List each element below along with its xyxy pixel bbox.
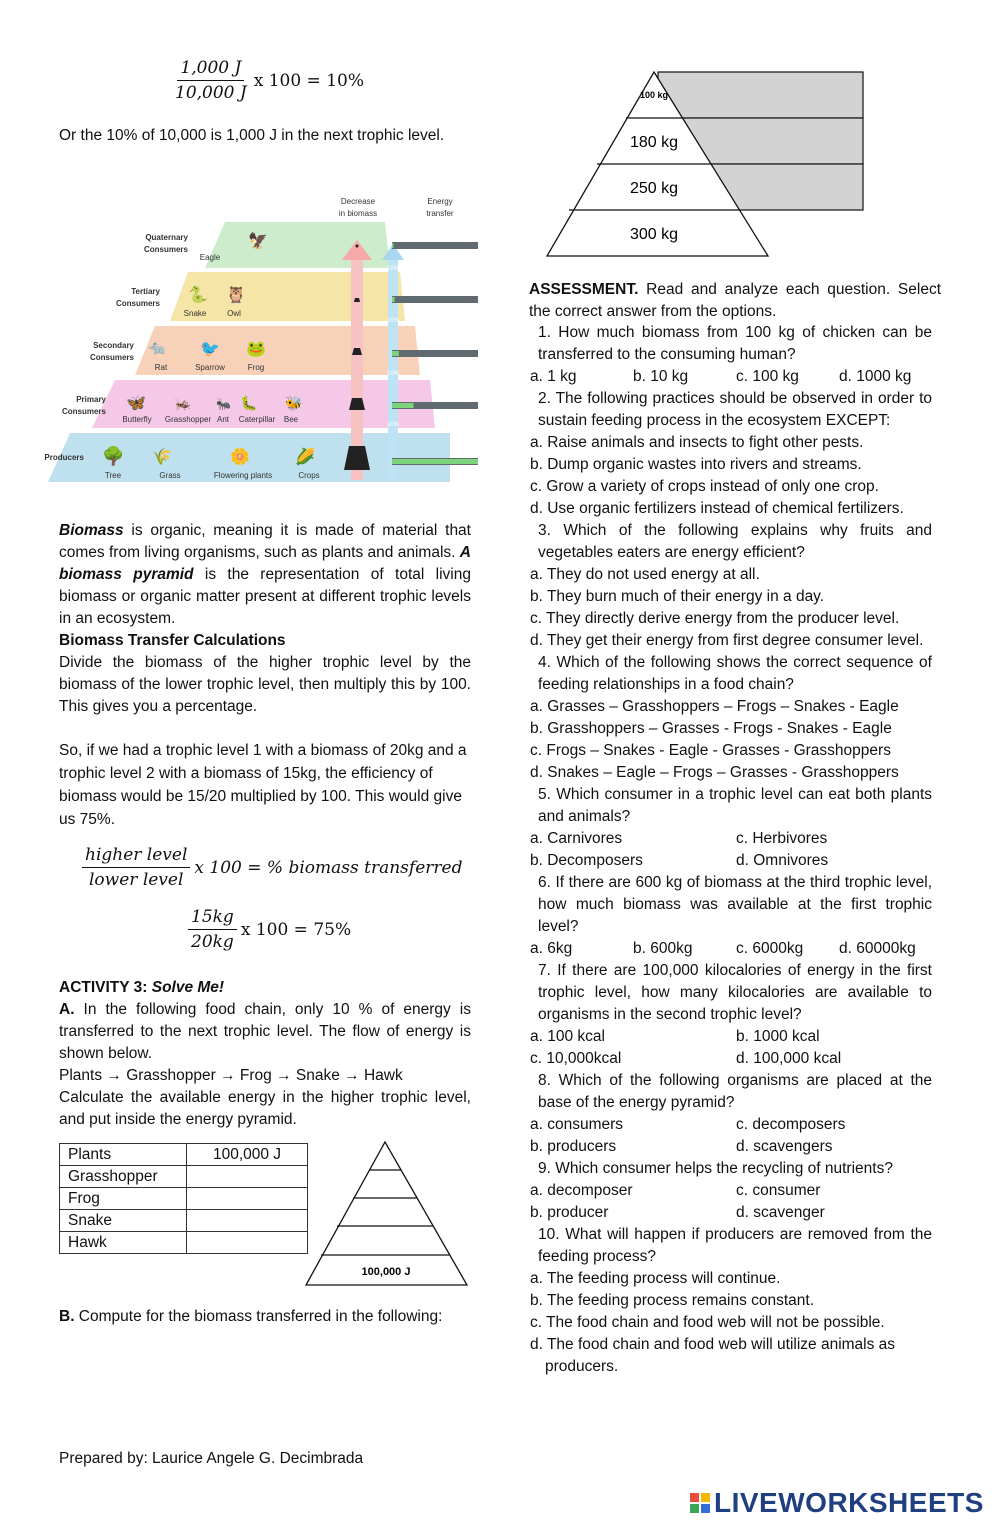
energy-bar-fill <box>392 403 414 408</box>
organism-label: Grass <box>159 471 181 480</box>
organism-cell: Plants <box>60 1144 187 1166</box>
energy-bar-fill <box>392 351 399 356</box>
answer-option[interactable]: d. Omnivores <box>736 852 829 869</box>
answer-option[interactable]: c. The food chain and food web will not be possible. <box>530 1314 885 1331</box>
answer-option[interactable]: d. Use organic fertilizers instead of chemical fertilizers. <box>530 500 904 517</box>
sparrow-icon: 🐦 <box>200 341 220 358</box>
weight-icon <box>356 245 359 248</box>
answer-option[interactable]: d. They get their energy from first degree consumer level. <box>530 632 924 649</box>
question-text: 5. Which consumer in a trophic level can eat both plants and animals? <box>538 786 932 825</box>
organism-label: Grasshopper <box>164 415 212 424</box>
answer-option[interactable]: d. scavenger <box>736 1204 825 1221</box>
energy-cell: 100,000 J <box>187 1144 308 1166</box>
organism-label: Caterpillar <box>238 415 276 424</box>
activity-title: ACTIVITY 3: Solve Me! <box>59 979 225 996</box>
answer-option[interactable]: b. 600kg <box>633 940 693 957</box>
percent-label: 10% <box>386 266 400 272</box>
answer-option[interactable]: c. 10,000kcal <box>530 1050 622 1067</box>
option-group <box>530 366 932 388</box>
answer-option[interactable]: a. decomposer <box>530 1182 633 1199</box>
answer-option[interactable]: b. Dump organic wastes into rivers and streams. <box>530 456 862 473</box>
answer-box-2[interactable] <box>705 120 860 162</box>
organism-cell: Snake <box>60 1210 187 1232</box>
logo-text: LIVEWORKSHEETS <box>714 1487 984 1518</box>
level-label: Secondary <box>93 341 134 350</box>
answer-option[interactable]: b. 10 kg <box>633 368 689 385</box>
option-group <box>530 432 932 520</box>
level-label: Tertiary <box>131 287 160 296</box>
assessment-intro: ASSESSMENT. Read and analyze each question. Select the correct answer from the options. <box>529 281 941 320</box>
option-group <box>530 696 932 784</box>
answer-option[interactable]: b. They burn much of their energy in a day. <box>530 588 825 605</box>
answer-option[interactable]: a. Carnivores <box>530 830 623 847</box>
option-group <box>530 828 932 872</box>
energy-cell[interactable] <box>187 1210 308 1232</box>
eagle-icon: 🦅 <box>248 233 268 250</box>
answer-option[interactable]: c. Frogs – Snakes - Eagle - Grasses - Grasshoppers <box>530 742 891 759</box>
activity-a-text: A. In the following food chain, only 10 % of energy is transferred to the next trophic level. The flow of energy is shown below. <box>59 1001 471 1062</box>
option-group <box>530 1180 932 1224</box>
term-biomass-pyramid: A biomass pyramid <box>59 544 471 583</box>
answer-option[interactable]: b. producer <box>530 1204 609 1221</box>
question-text: 3. Which of the following explains why fruits and vegetables eaters are energy efficient? <box>538 522 932 561</box>
energy-bar-track <box>392 242 478 249</box>
biomass-definition: Biomass is organic, meaning it is made of material that comes from living organisms, such as plants and animals. A biomass pyramid is the representation of total living biomass or organic matter present at different trophic levels in an ecosystem. <box>59 522 471 627</box>
percent-label: 10% <box>386 371 400 377</box>
answer-option[interactable]: b. The feeding process remains constant. <box>530 1292 815 1309</box>
energy-bar-fill <box>392 297 395 302</box>
header-energy-1: Energy <box>427 197 453 206</box>
weight-icon <box>354 298 360 302</box>
owl-icon: 🦉 <box>226 287 246 304</box>
grass-icon: 🌾 <box>152 449 172 466</box>
level-label: Producers <box>44 453 84 462</box>
level-label: Consumers <box>89 353 134 362</box>
prepared-by: Prepared by: Laurice Angele G. Decimbrada <box>59 1450 364 1467</box>
percent-label: 10% <box>386 318 400 324</box>
pyramid-input-level-4[interactable] <box>370 1171 400 1197</box>
organism-label: Frog <box>247 363 265 372</box>
header-energy-2: transfer <box>426 209 454 218</box>
organism-label: Bee <box>283 415 299 424</box>
crops-icon: 🌽 <box>295 449 315 466</box>
bee-icon: 🐝 <box>285 395 303 411</box>
logo-icon <box>690 1493 710 1513</box>
answer-option[interactable]: c. 6000kg <box>736 940 804 957</box>
question-text: 6. If there are 600 kg of biomass at the third trophic level, how much biomass was available at the first trophic level? <box>538 874 932 935</box>
assessment-questions <box>530 322 932 1378</box>
calc-heading: Biomass Transfer Calculations <box>59 632 286 649</box>
frac-rest: x 100 = 10% <box>253 70 364 91</box>
organism-label: Owl <box>227 309 241 318</box>
question-text: 9. Which consumer helps the recycling of nutrients? <box>538 1160 893 1177</box>
energy-cell[interactable] <box>187 1232 308 1254</box>
option-group <box>530 1114 932 1158</box>
answer-option[interactable]: c. consumer <box>736 1182 821 1199</box>
calc-text: Divide the biomass of the higher trophic level by the biomass of the lower trophic level, then multiply this by 100. This gives you a percentage. <box>59 654 471 715</box>
answer-option[interactable]: d. 60000kg <box>839 940 916 957</box>
option-group <box>530 938 932 960</box>
level-label: Primary <box>76 395 106 404</box>
biomass-pyramid <box>540 66 870 262</box>
answer-option[interactable]: d. 100,000 kcal <box>736 1050 842 1067</box>
ant-icon: 🐜 <box>216 397 231 411</box>
formula-general: $\frac{\text{higher level}}{\text{lower level}}$ x 100 = % biomass transferred <box>82 845 462 890</box>
header-biomass-1: Decrease <box>340 197 376 206</box>
activity-b-text: B. Compute for the biomass transferred in the following: <box>59 1308 443 1325</box>
intro-fraction <box>172 58 364 103</box>
question-text: 7. If there are 100,000 kilocalories of energy in the first trophic level, how many kilocalories are available to organisms in the second trophic level? <box>538 962 932 1023</box>
grasshopper-icon: 🦗 <box>174 395 192 411</box>
organism-cell: Grasshopper <box>60 1166 187 1188</box>
butterfly-icon: 🦋 <box>126 395 146 412</box>
organism-label: Flowering plants <box>213 471 273 480</box>
answer-option[interactable]: a. 100 kcal <box>530 1028 605 1045</box>
question-text: 8. Which of the following organisms are placed at the base of the energy pyramid? <box>538 1072 932 1111</box>
organism-label: Ant <box>216 415 230 424</box>
biomass-level-2: 250 kg <box>629 180 679 197</box>
snake-icon: 🐍 <box>188 287 208 304</box>
rat-icon: 🐀 <box>148 341 168 358</box>
liveworksheets-logo <box>690 1487 984 1519</box>
biomass-level-3: 300 kg <box>629 226 679 243</box>
organism-label: Crops <box>298 471 320 480</box>
energy-bar-track <box>392 296 478 303</box>
answer-option[interactable]: b. Decomposers <box>530 852 643 869</box>
organism-label: Butterfly <box>122 415 152 424</box>
activity-instruction: Calculate the available energy in the higher trophic level, and put inside the energy pyramid. <box>59 1089 471 1128</box>
answer-option[interactable]: a. They do not used energy at all. <box>530 566 760 583</box>
option-group <box>530 1268 932 1378</box>
intro-sentence: Or the 10% of 10,000 is 1,000 J in the next trophic level. <box>59 127 445 144</box>
formula-example: $\frac{15kg}{20kg}$ x 100 = 75% <box>188 907 351 952</box>
answer-option[interactable]: d. The food chain and food web will utilize animals as producers. <box>530 1336 896 1375</box>
energy-table-row <box>60 1188 308 1210</box>
level-label: Consumers <box>61 407 106 416</box>
tree-icon: 🌳 <box>102 446 125 466</box>
pyramid-base-label: 100,000 J <box>361 1266 411 1278</box>
answer-option[interactable]: b. producers <box>530 1138 617 1155</box>
energy-table-row <box>60 1144 308 1166</box>
energy-table-row <box>60 1232 308 1254</box>
answer-option[interactable]: a. consumers <box>530 1116 624 1133</box>
answer-option[interactable]: b. 1000 kcal <box>736 1028 820 1045</box>
organism-label: Tree <box>104 471 122 480</box>
answer-option[interactable]: a. Grasses – Grasshoppers – Frogs – Snakes - Eagle <box>530 698 899 715</box>
percent-label: 10% <box>386 422 400 428</box>
answer-option[interactable]: a. 6kg <box>530 940 573 957</box>
band-secondary <box>135 326 420 375</box>
answer-option[interactable]: b. Grasshoppers – Grasses - Frogs - Snakes - Eagle <box>530 720 892 737</box>
option-group <box>530 564 932 652</box>
level-label: Quaternary <box>145 233 188 242</box>
answer-option[interactable]: a. The feeding process will continue. <box>530 1270 781 1287</box>
pyramid-input-level-2[interactable] <box>338 1227 432 1254</box>
question-text: 10. What will happen if producers are removed from the feeding process? <box>538 1226 932 1265</box>
option-group <box>530 1026 932 1070</box>
header-biomass-2: in biomass <box>338 209 378 218</box>
answer-box-1[interactable] <box>690 74 860 116</box>
term-biomass: Biomass <box>59 522 124 539</box>
energy-bar-track <box>392 350 478 357</box>
energy-pyramid <box>304 1138 472 1288</box>
question-text: 4. Which of the following shows the correct sequence of feeding relationships in a food chain? <box>538 654 932 693</box>
energy-table-row <box>60 1166 308 1188</box>
question-text: 2. The following practices should be observed in order to sustain feeding process in the ecosystem EXCEPT: <box>538 390 932 429</box>
biomass-top-label: 100 kg <box>639 90 669 100</box>
answer-option[interactable]: a. 1 kg <box>530 368 577 385</box>
organism-label: Snake <box>183 309 207 318</box>
organism-cell: Hawk <box>60 1232 187 1254</box>
answer-option[interactable]: c. Herbivores <box>736 830 828 847</box>
food-chain: Plants → Grasshopper → Frog → Snake → Hawk <box>59 1067 403 1084</box>
organism-label: Sparrow <box>195 363 225 372</box>
frac-denominator: 10,000 J <box>175 83 247 103</box>
answer-box-3[interactable] <box>725 166 860 208</box>
flower-icon: 🌼 <box>230 449 250 466</box>
frog-icon: 🐸 <box>246 341 266 358</box>
organism-label: Eagle <box>199 253 221 262</box>
caterpillar-icon: 🐛 <box>240 395 258 411</box>
energy-table <box>59 1143 308 1254</box>
answer-option[interactable]: c. 100 kg <box>736 368 799 385</box>
answer-option[interactable]: d. 1000 kg <box>839 368 912 385</box>
biomass-level-1: 180 kg <box>629 134 679 151</box>
frac-numerator: 1,000 J <box>177 58 244 81</box>
energy-table-row <box>60 1210 308 1232</box>
level-label: Consumers <box>115 299 160 308</box>
answer-option[interactable]: c. Grow a variety of crops instead of only one crop. <box>530 478 879 495</box>
calc-example: So, if we had a trophic level 1 with a biomass of 20kg and a trophic level 2 with a biomass of 15kg, the efficiency of biomass would be 15/20 multiplied by 100. This would give us 75%. <box>59 742 467 828</box>
level-label: Consumers <box>143 245 188 254</box>
answer-option[interactable]: c. They directly derive energy from the producer level. <box>530 610 900 627</box>
energy-cell[interactable] <box>187 1166 308 1188</box>
pyramid-input-level-3[interactable] <box>354 1199 416 1225</box>
answer-option[interactable]: a. Raise animals and insects to fight other pests. <box>530 434 864 451</box>
question-text: 1. How much biomass from 100 kg of chicken can be transferred to the consuming human? <box>538 324 932 363</box>
energy-bar-fill <box>392 243 394 248</box>
answer-option[interactable]: d. Snakes – Eagle – Frogs – Grasses - Grasshoppers <box>530 764 899 781</box>
answer-option[interactable]: c. decomposers <box>736 1116 846 1133</box>
trophic-pyramid-diagram <box>40 190 490 490</box>
energy-cell[interactable] <box>187 1188 308 1210</box>
answer-option[interactable]: d. scavengers <box>736 1138 833 1155</box>
organism-label: Rat <box>154 363 168 372</box>
energy-bar-fill <box>392 459 478 464</box>
organism-cell: Frog <box>60 1188 187 1210</box>
